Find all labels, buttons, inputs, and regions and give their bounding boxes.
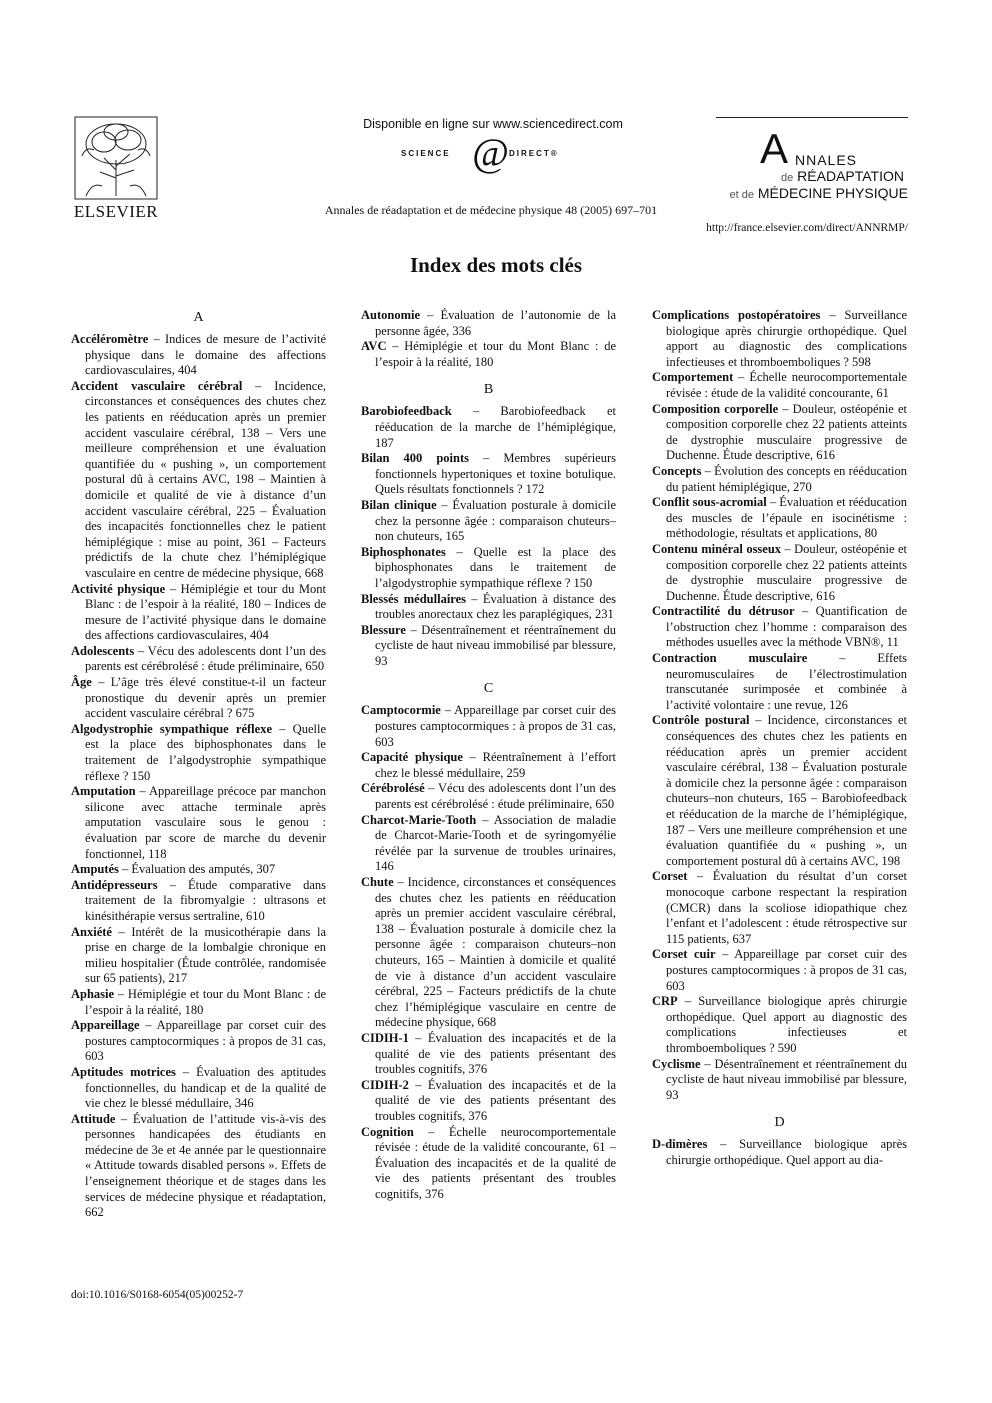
index-refs: – Association de maladie de Charcot-Marie-Tooth et de syringomyélie révélée par la survenue de troubles urinaires, 146 [375, 812, 616, 874]
index-refs: – Désentraînement et réentraînement du cycliste de haut niveau immobilisé par blessure, 93 [375, 622, 616, 668]
index-entry [652, 1137, 907, 1168]
index-entry [71, 878, 326, 925]
index-column-3 [652, 308, 907, 1168]
index-entry [361, 1078, 616, 1125]
index-entry [71, 987, 326, 1018]
index-term: Charcot-Marie-Tooth [361, 812, 477, 827]
index-entry [652, 604, 907, 651]
index-term: Conflit sous-acromial [652, 495, 767, 510]
index-refs: – Vécu des adolescents dont l’un des parents est cérébrolésé : étude préliminaire, 650 [375, 781, 616, 812]
index-refs: – Évaluation de l’autonomie de la personne âgée, 336 [375, 308, 616, 338]
index-term: Cyclisme [652, 1056, 701, 1071]
section-letter: B [483, 382, 494, 398]
index-refs: – Évolution des concepts en rééducation du patient hémiplégique, 270 [666, 463, 907, 494]
index-term: Attitude [71, 1111, 116, 1126]
index-term: Camptocormie [361, 703, 441, 718]
index-term: Barobiofeedback [361, 404, 452, 419]
index-entry [361, 750, 616, 781]
index-refs: – Quelle est la place des biphosphonates dans le traitement de l’algodystrophie sympathique réflexe ? 150 [85, 721, 326, 783]
index-entry [71, 1065, 326, 1112]
index-refs: – Hémiplégie et tour du Mont Blanc : de l’espoir à la réalité, 180 [375, 339, 616, 369]
index-refs: – Évaluation posturale à domicile chez la personne âgée : comparaison chuteurs–non chuteurs, 165 [375, 497, 617, 544]
index-entry [361, 592, 616, 623]
index-refs: – Appareillage précoce par manchon silicone avec attache terminale après amputation vasculaire sous le genou : évaluation par score de marche du devenir fonctionnel, 118 [85, 784, 326, 861]
index-column-2 [361, 308, 616, 1202]
index-refs: – Vécu des adolescents dont l’un des parents est cérébrolésé : étude préliminaire, 650 [85, 643, 326, 674]
index-term: Concepts [652, 463, 702, 478]
journal-logo [716, 117, 908, 204]
index-entry [652, 542, 907, 604]
sd-right-text: DIRECT® [509, 149, 559, 158]
index-refs: – Désentraînement et réentraînement du cycliste de haut niveau immobilisé par blessure, 93 [666, 1056, 907, 1102]
journal-logo-a: A [760, 125, 789, 172]
section-letter: D [774, 1115, 785, 1131]
section-letter: C [483, 681, 494, 697]
index-refs: – Surveillance biologique après chirurgie orthopédique. Quel apport au dia- [666, 1137, 907, 1167]
sd-at-icon: @ [472, 130, 509, 175]
index-entry [361, 813, 616, 875]
index-term: CRP [652, 994, 678, 1009]
index-entry [71, 1112, 326, 1221]
index-term: Aphasie [71, 986, 115, 1001]
index-term: AVC [361, 339, 387, 354]
doi[interactable]: doi:10.1016/S0168-6054(05)00252-7 [71, 1289, 244, 1301]
index-refs: – Incidence, circonstances et conséquences des chutes chez les patients en rééducation après un premier accident vasculaire cérébral, 138 – Évaluation posturale à domicile chez la personne âgée : comparaison chuteurs–non chuteurs, 165 – Barobiofeedback et rééducation de la marche de l’hémiplégique, 187 – Vers une meilleure compréhension et une évaluation quantifiée du « pushing », un comportement postural dû à certains AVC, 198 [666, 713, 907, 868]
index-term: Anxiété [71, 924, 112, 939]
index-refs: – Évaluation et rééducation des muscles de l’épaule en isocinétisme : méthodologie, résultats et applications, 80 [666, 495, 907, 541]
index-term: Biphosphonates [361, 544, 446, 559]
index-entry [652, 495, 907, 542]
index-refs: – Incidence, circonstances et conséquences des chutes chez les patients en rééducation après un premier accident vasculaire cérébral, 138 – Vers une meilleure compréhension et une évaluation quantifiée du « pushing », un comportement postural dû à certains AVC, 198 – Maintien à domicile et qualité de vie à distance d’un accident vasculaire cérébral, 225 – Évaluation des incapacités fonctionnelles chez le patient hémiplégique : mise au point, 361 – Facteurs prédictifs de la chute chez l’hémiplégique vasculaire en centre de médecine physique, 668 [85, 378, 327, 580]
index-term: Appareillage [71, 1018, 140, 1033]
index-entry [361, 623, 616, 670]
index-entry [652, 947, 907, 994]
index-refs: – Évaluation des aptitudes fonctionnelles, du handicap et de la qualité de vie chez le blessé médullaire, 346 [85, 1064, 326, 1111]
index-refs: – Appareillage par corset cuir des postures camptocormiques : à propos de 31 cas, 603 [375, 703, 616, 749]
index-term: Chute [361, 875, 394, 889]
index-term: Amputés [71, 862, 119, 877]
available-online: Disponible en ligne sur www.sciencedirect.com [363, 117, 623, 131]
index-term: CIDIH-2 [361, 1077, 409, 1092]
index-refs: – Incidence, circonstances et conséquences des chutes chez les patients en rééducation après un premier accident vasculaire cérébral, 138 – Évaluation posturale à domicile chez la personne âgée : comparaison chuteurs–non chuteurs, 165 – Maintien à domicile et qualité de vie à distance d’un accident vasculaire cérébral, 225 – Facteurs prédictifs de la chute chez l’hémiplégique vasculaire en centre de médecine physique, 668 [375, 875, 616, 1030]
index-term: Contrôle postural [652, 713, 750, 728]
sciencedirect-logo [399, 130, 584, 177]
index-refs: – Hémiplégie et tour du Mont Blanc : de l’espoir à la réalité, 180 – Indices de mesure de l’activité physique dans le domaine des affections cardiovasculaires, 404 [85, 581, 327, 643]
index-refs: – Évaluation de l’attitude vis-à-vis des personnes handicapées des étudiants en médecine de 3e et 4e année par le questionnaire « Attitude towards disabled persons ». Effets de l’enseignement théorique et de stages dans les services de médecine physique et réadaptation, 662 [85, 1111, 326, 1220]
index-term: Blessés médullaires [361, 591, 467, 606]
index-term: Blessure [361, 622, 406, 637]
index-entry [361, 498, 616, 545]
index-entry [71, 582, 326, 644]
index-entry [71, 332, 326, 379]
index-refs: – Évaluation à distance des troubles anorectaux chez les paraplégiques, 231 [375, 591, 616, 622]
index-entry [71, 862, 326, 878]
index-entry [652, 308, 907, 370]
index-column-1 [71, 308, 326, 1221]
index-term: Amputation [71, 784, 136, 799]
index-refs: – Barobiofeedback et rééducation de la marche de l’hémiplégique, 187 [375, 404, 616, 450]
index-entry [361, 1031, 616, 1078]
index-term: D-dimères [652, 1137, 708, 1152]
journal-citation: Annales de réadaptation et de médecine physique 48 (2005) 697–701 [324, 203, 658, 217]
index-entry [361, 1125, 616, 1203]
index-term: Composition corporelle [652, 401, 779, 416]
index-term: Corset cuir [652, 947, 716, 962]
index-entry [71, 675, 326, 722]
index-entry [71, 644, 326, 675]
index-refs: – Indices de mesure de l’activité physique dans le domaine des affections cardiovasculaires, 404 [85, 332, 326, 378]
index-entry [361, 404, 616, 451]
index-term: CIDIH-1 [361, 1030, 409, 1045]
journal-logo-line2: de RÉADAPTATION [781, 168, 904, 184]
index-term: Accéléromètre [71, 332, 149, 346]
index-term: Bilan clinique [361, 497, 437, 512]
index-refs: – Intérêt de la musicothérapie dans la prise en charge de la lombalgie chronique en milieu hospitalier (Étude contrôlée, randomisée sur 65 patients), 217 [85, 924, 326, 986]
index-refs: – Effets neuromusculaires de l’électrostimulation transcutanée surimposée et combinée à l’activité volontaire : une revue, 126 [666, 651, 908, 712]
journal-logo-line3: et de MÉDECINE PHYSIQUE [729, 185, 908, 201]
index-term: Corset [652, 869, 688, 884]
index-entry [361, 451, 616, 498]
index-refs: – Quelle est la place des biphosphonates dans le traitement de l’algodystrophie sympathique réflexe ? 150 [375, 544, 616, 590]
index-refs: – Membres supérieurs fonctionnels hypertoniques et toxine botulique. Quels résultats fonctionnels ? 172 [375, 451, 616, 497]
index-term: Cérébrolésé [361, 781, 425, 796]
index-term: Accident vasculaire cérébral [71, 378, 243, 393]
index-entry [652, 1057, 907, 1104]
index-term: Antidépresseurs [71, 877, 158, 892]
index-entry [652, 464, 907, 495]
index-entry [361, 339, 616, 370]
index-term: Algodystrophie sympathique réflexe [71, 721, 272, 736]
index-term: Contenu minéral osseux [652, 541, 782, 556]
index-entry [71, 1018, 326, 1065]
index-entry [652, 370, 907, 401]
index-term: Activité physique [71, 581, 166, 596]
index-entry [361, 308, 616, 339]
index-entry [361, 545, 616, 592]
index-term: Adolescents [71, 643, 135, 658]
index-term: Autonomie [361, 308, 421, 322]
index-term: Capacité physique [361, 750, 463, 765]
index-refs: – Surveillance biologique après chirurgie orthopédique. Quel apport au diagnostic des complications infectieuses et thromboemboliques ? 590 [666, 994, 907, 1055]
index-refs: – Évaluation des incapacités et de la qualité de vie des patients présentant des troubles cognitifs, 376 [375, 1030, 616, 1077]
index-term: Bilan 400 points [361, 451, 469, 466]
index-refs: – Étude comparative dans traitement de la fibromyalgie : ultrasons et kinésithérapie versus sertraline, 610 [85, 877, 326, 923]
index-refs: – L’âge très élevé constitue-t-il un facteur pronostique du devenir après un premier accident vasculaire cérébral ? 675 [85, 675, 326, 721]
index-entry [652, 651, 907, 713]
index-refs: – Évaluation des incapacités et de la qualité de vie des patients présentant des troubles cognitifs, 376 [375, 1077, 616, 1123]
index-term: Comportement [652, 370, 734, 385]
index-refs: – Surveillance biologique après chirurgie orthopédique. Quel apport au diagnostic des complications infectieuses et thromboemboliques ? 598 [666, 308, 907, 369]
index-entry [652, 994, 907, 1056]
index-entry [71, 722, 326, 784]
index-refs: – Quantification de l’obstruction chez l’homme : comparaison des méthodes usuelles avec la méthode VBN®, 11 [666, 604, 907, 650]
section-letter: A [193, 310, 204, 325]
index-entry [361, 703, 616, 750]
index-entry [652, 402, 907, 464]
index-term: Contractilité du détrusor [652, 604, 795, 619]
index-refs: – Réentraînement à l’effort chez le blessé médullaire, 259 [375, 750, 616, 780]
index-refs: – Douleur, ostéopénie et composition corporelle chez 22 patients atteints de dystrophie musculaire progressive de Duchenne. Étude descriptive, 616 [666, 541, 907, 603]
index-refs: – Évaluation du résultat d’un corset monocoque carbone respectant la respiration (CMCR) dans la scoliose idiopathique chez l’enfant et l’adolescent : étude rétrospective sur 115 patients, 637 [666, 869, 907, 946]
index-refs: – Hémiplégie et tour du Mont Blanc : de l’espoir à la réalité, 180 [85, 986, 326, 1017]
index-term: Aptitudes motrices [71, 1064, 176, 1079]
index-entry [361, 875, 616, 1031]
index-entry [71, 784, 326, 862]
index-entry [652, 869, 907, 947]
sd-left-text: SCIENCE [401, 149, 451, 158]
index-refs: – Échelle neurocomportementale révisée : étude de la validité concourante, 61 – Évaluation des incapacités et de la qualité de vie des patients présentant des troubles cognitifs, 376 [375, 1124, 616, 1201]
index-entry [71, 925, 326, 987]
index-refs: – Échelle neurocomportementale révisée : étude de la validité concourante, 61 [666, 370, 907, 400]
index-refs: – Évaluation des amputés, 307 [118, 862, 276, 877]
journal-url[interactable]: http://france.elsevier.com/direct/ANNRMP/ [706, 222, 908, 234]
index-entry [71, 379, 326, 582]
index-term: Cognition [361, 1124, 414, 1139]
index-term: Complications postopératoires [652, 308, 821, 322]
publisher-wordmark: ELSEVIER [73, 202, 159, 221]
index-refs: – Appareillage par corset cuir des postures camptocormiques : à propos de 31 cas, 603 [666, 947, 908, 993]
index-term: Âge [71, 675, 92, 690]
index-entry [361, 781, 616, 812]
page-title: Index des mots clés [409, 253, 583, 277]
journal-logo-nnales: NNALES [795, 152, 858, 168]
index-term: Contraction musculaire [652, 651, 808, 666]
index-refs: – Appareillage par corset cuir des postures camptocormiques : à propos de 31 cas, 603 [85, 1018, 326, 1064]
index-entry [652, 713, 907, 869]
index-refs: – Douleur, ostéopénie et composition corporelle chez 22 patients atteints de dystrophie musculaire progressive de Duchenne. Étude descriptive, 616 [666, 401, 907, 463]
